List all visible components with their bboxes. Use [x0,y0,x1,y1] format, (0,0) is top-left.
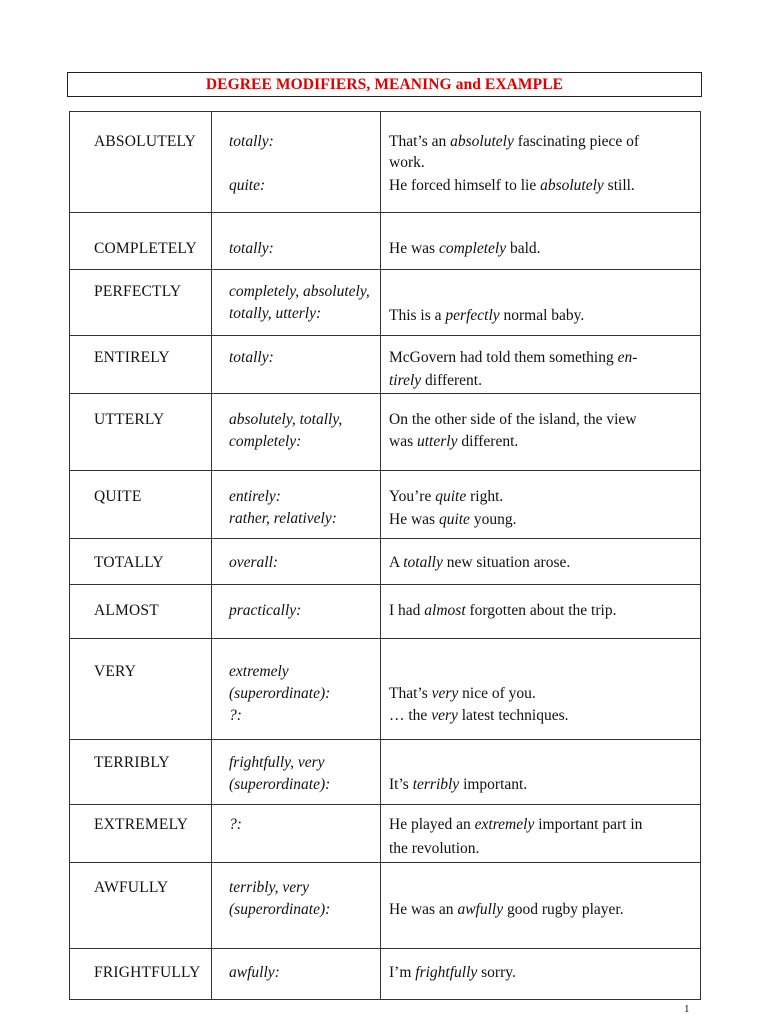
modifier-cell [70,805,212,863]
meaning-line: extremely [229,663,289,680]
example-line [381,552,700,574]
example-line [381,705,700,727]
meaning-cell [212,805,381,863]
example-modifier: en- [617,349,638,366]
example-text: He forced himself to lie [389,177,541,194]
example-text: This is a [389,307,446,324]
modifier-word: FRIGHTFULLY [94,964,201,981]
meaning-cell [212,863,381,949]
modifier-cell [70,863,212,949]
example-line [381,814,700,836]
example-line [381,305,700,327]
modifier-cell [70,112,212,213]
meaning-cell [212,213,381,270]
example-modifier: terribly [412,776,460,793]
table-row [70,336,701,394]
example-line [381,683,700,705]
example-text: I had [389,602,425,619]
example-text: McGovern had told them something [389,349,618,366]
meaning-cell [212,394,381,471]
example-modifier: quite [438,511,470,528]
modifier-word: ABSOLUTELY [94,133,197,150]
table-row [70,270,701,336]
modifier-cell [70,471,212,539]
meaning-line: rather, relatively: [229,510,337,527]
example-text: important part in [534,816,643,833]
example-modifier: extremely [474,816,535,833]
example-modifier: tirely [389,372,422,389]
meaning-line: totally: [229,240,274,257]
example-text: the revolution. [389,840,480,857]
meaning-line: overall: [229,554,279,571]
modifier-word: TOTALLY [94,554,164,571]
meaning-cell [212,949,381,1000]
meaning-line: (superordinate): [229,776,331,793]
example-line [381,899,700,921]
table-row [70,112,701,213]
example-text: On the other side of the island, the view [389,411,637,428]
example-modifier: awfully [457,901,504,918]
modifier-cell [70,639,212,740]
modifier-cell [70,585,212,639]
modifier-cell [70,394,212,471]
example-line [381,962,700,984]
modifier-word: TERRIBLY [94,754,170,771]
example-cell [381,585,701,639]
modifier-cell [70,336,212,394]
table-row [70,213,701,270]
example-text: He played an [389,816,475,833]
modifier-word: ALMOST [94,602,159,619]
meaning-cell [212,585,381,639]
example-cell [381,639,701,740]
meaning-line: completely, absolutely, [229,283,370,300]
table-row [70,639,701,740]
example-modifier: absolutely [540,177,604,194]
modifier-word: COMPLETELY [94,240,197,257]
example-cell [381,112,701,213]
table-row [70,471,701,539]
example-text: new situation arose. [442,554,571,571]
meaning-line: (superordinate): [229,685,331,702]
example-text: You’re [389,488,436,505]
page-number: 1 [684,1003,690,1015]
example-line [381,600,700,622]
meaning-cell [212,270,381,336]
modifier-cell [70,949,212,1000]
example-text: right. [466,488,504,505]
modifier-cell [70,213,212,270]
example-cell [381,805,701,863]
example-text: important. [459,776,528,793]
meaning-cell [212,471,381,539]
meaning-line: totally, utterly: [229,305,322,322]
meaning-line: awfully: [229,964,280,981]
example-text: good rugby player. [503,901,624,918]
example-text: He was [389,511,439,528]
meaning-cell [212,336,381,394]
example-cell [381,949,701,1000]
example-line [381,409,700,431]
meaning-line: frightfully, very [229,754,325,771]
meaning-line: absolutely, totally, [229,411,343,428]
table-row [70,949,701,1000]
meaning-line: entirely: [229,488,281,505]
modifier-word: VERY [94,663,137,680]
modifier-cell [70,539,212,585]
meaning-cell [212,639,381,740]
example-line [381,774,700,796]
example-text: different. [421,372,482,389]
title-box [67,72,702,97]
example-cell [381,740,701,805]
example-text: work. [389,154,425,171]
example-cell [381,213,701,270]
example-text: was [389,433,417,450]
example-line [381,238,700,260]
table-row [70,585,701,639]
table-row [70,740,701,805]
table-row [70,805,701,863]
meaning-line: completely: [229,433,302,450]
modifier-word: EXTREMELY [94,816,189,833]
meaning-line: ?: [229,707,242,724]
example-text: A [389,554,404,571]
example-modifier: perfectly [445,307,500,324]
document-title: DEGREE MODIFIERS, MEANING and EXAMPLE [205,75,564,93]
example-text: He was an [389,901,458,918]
example-text: He was [389,240,439,257]
meaning-line: terribly, very [229,879,310,896]
example-text: fascinating piece of [513,133,640,150]
table-row [70,539,701,585]
meaning-line: (superordinate): [229,901,331,918]
example-text: bald. [506,240,541,257]
example-text: It’s [389,776,413,793]
table-row [70,394,701,471]
example-text: normal baby. [499,307,585,324]
example-modifier: totally [403,554,443,571]
example-text: different. [457,433,519,450]
table-row [70,863,701,949]
example-cell [381,270,701,336]
example-modifier: very [431,685,459,702]
example-cell [381,394,701,471]
example-line [381,838,700,860]
example-modifier: almost [424,602,466,619]
example-text: young. [469,511,517,528]
example-text: … the [389,707,432,724]
modifier-word: ENTIRELY [94,349,170,366]
example-cell [381,471,701,539]
example-modifier: quite [435,488,467,505]
example-line [381,347,700,369]
example-modifier: utterly [416,433,458,450]
degree-modifiers-table [69,111,701,1000]
example-modifier: completely [438,240,507,257]
example-line [381,431,700,453]
modifier-word: QUITE [94,488,142,505]
modifier-word: PERFECTLY [94,283,182,300]
meaning-cell [212,539,381,585]
example-cell [381,539,701,585]
example-modifier: very [431,707,458,724]
meaning-line: totally: [229,133,274,150]
example-line [381,152,700,174]
modifier-word: AWFULLY [94,879,169,896]
example-line [381,509,700,531]
example-line [381,175,700,197]
meaning-line: practically: [229,602,302,619]
example-text: latest techniques. [457,707,569,724]
example-text: That’s [389,685,432,702]
example-line [381,370,700,392]
example-text: still. [603,177,635,194]
meaning-line: quite: [229,177,266,194]
example-line [381,486,700,508]
example-modifier: frightfully [415,964,478,981]
meaning-line: totally: [229,349,274,366]
example-text: nice of you. [458,685,536,702]
example-cell [381,863,701,949]
meaning-line: ?: [229,816,242,833]
modifier-word: UTTERLY [94,411,165,428]
modifier-cell [70,740,212,805]
example-line [381,131,700,153]
example-cell [381,336,701,394]
meaning-cell [212,112,381,213]
example-text: forgotten about the trip. [465,602,617,619]
meaning-cell [212,740,381,805]
example-text: sorry. [477,964,516,981]
example-modifier: absolutely [450,133,514,150]
example-text: I’m [389,964,416,981]
example-text: That’s an [389,133,451,150]
modifier-cell [70,270,212,336]
